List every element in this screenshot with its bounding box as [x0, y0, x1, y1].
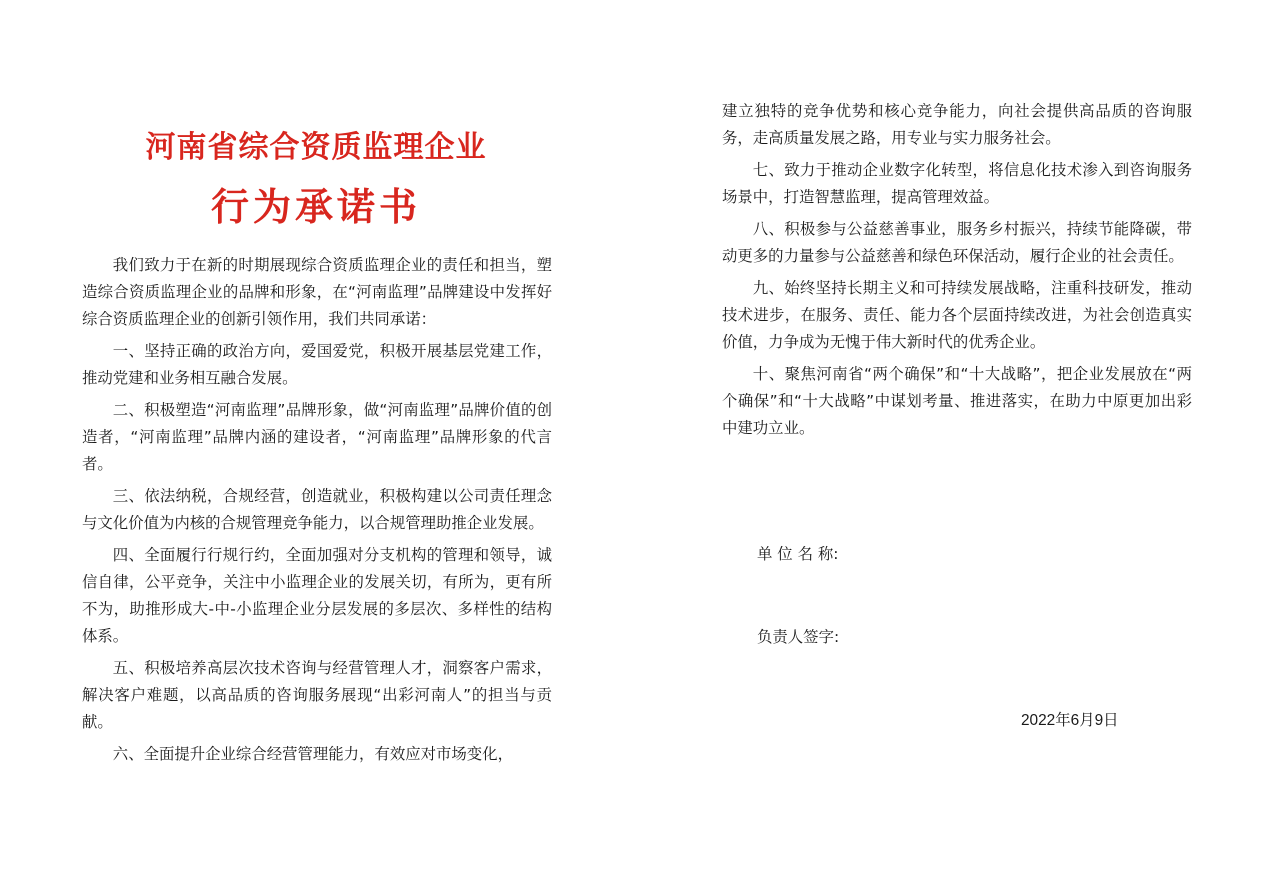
document-subtitle: 行为承诺书 — [210, 184, 421, 229]
unit-name-label: 单 位 名 称: — [757, 545, 839, 563]
commitment-1: 一、坚持正确的政治方向，爱国爱党，积极开展基层党建工作，推动党建和业务相互融合发展。 — [82, 342, 552, 387]
commitment-7: 七、致力于推动企业数字化转型，将信息化技术渗入到咨询服务场景中，打造智慧监理，提高管理效益。 — [722, 161, 1192, 206]
commitment-6: 六、全面提升企业综合经营管理能力，有效应对市场变化， — [112, 745, 513, 763]
commitment-5: 五、积极培养高层次技术咨询与经营管理人才，洞察客户需求，解决客户难题，以高品质的咨询服务展现“出彩河南人”的担当与贡献。 — [82, 659, 552, 731]
commitment-9: 九、始终坚持长期主义和可持续发展战略，注重科技研发，推动技术进步，在服务、责任、能力各个层面持续改进，为社会创造真实价值，力争成为无愧于伟大新时代的优秀企业。 — [722, 279, 1192, 351]
left-column — [82, 252, 552, 773]
document-date: 2022年6月9日 — [1021, 712, 1119, 729]
intro-paragraph: 我们致力于在新的时期展现综合资质监理企业的责任和担当，塑造综合资质监理企业的品牌和形象，在“河南监理”品牌建设中发挥好综合资质监理企业的创新引领作用，我们共同承诺： — [82, 256, 552, 328]
commitment-8: 八、积极参与公益慈善事业，服务乡村振兴，持续节能降碳，带动更多的力量参与公益慈善和绿色环保活动，履行企业的社会责任。 — [722, 220, 1192, 265]
commitment-6-continued: 建立独特的竞争优势和核心竞争能力，向社会提供高品质的咨询服务，走高质量发展之路，用专业与实力服务社会。 — [722, 102, 1192, 147]
commitment-3: 三、依法纳税，合规经营，创造就业，积极构建以公司责任理念与文化价值为内核的合规管理竞争能力，以合规管理助推企业发展。 — [82, 487, 552, 532]
commitment-2: 二、积极塑造“河南监理”品牌形象，做“河南监理”品牌价值的创造者，“河南监理”品牌内涵的建设者，“河南监理”品牌形象的代言者。 — [82, 401, 552, 473]
document-title: 河南省综合资质监理企业 — [145, 130, 487, 165]
signatory-label: 负责人签字: — [757, 628, 840, 646]
right-column — [722, 98, 1192, 447]
commitment-4: 四、全面履行行规行约，全面加强对分支机构的管理和领导，诚信自律，公平竞争，关注中小监理企业的发展关切，有所为，更有所不为，助推形成大-中-小监理企业分层发展的多层次、多样性的结构体系。 — [82, 546, 552, 645]
commitment-10: 十、聚焦河南省“两个确保”和“十大战略”，把企业发展放在“两个确保”和“十大战略”中谋划考量、推进落实，在助力中原更加出彩中建功立业。 — [722, 365, 1192, 437]
